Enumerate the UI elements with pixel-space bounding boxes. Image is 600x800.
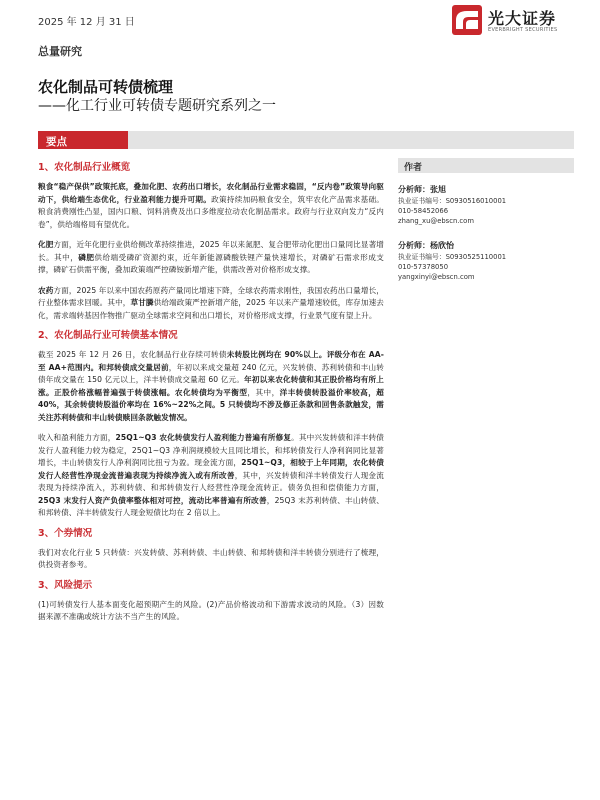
overview-p1-text: 政策持续加码粮食安全，筑牢农化产品需求基础。粮食消费刚性凸显，国内口粮、饲料消费及出口多维度拉动农化制品需求。政府与行业双向发力“反内卷”，供给端格局有望优化。 <box>38 194 385 229</box>
brand-logo <box>452 3 572 39</box>
analyst-phone: 010-57378050 <box>398 263 449 271</box>
overview-p3-bold-2: 草甘膦 <box>130 298 154 307</box>
authors-sidebar <box>398 158 574 282</box>
section-heading-risk: 3、风险提示 <box>38 579 93 591</box>
overview-paragraph-2 <box>38 239 384 277</box>
cb-p1-text-2: ，年初以来成交量超 240 亿元，兴发转债、苏利转债和丰山转债年成交量在 150 亿元以上，洋丰转债成交量超 60 亿元。 <box>38 362 384 384</box>
cb-p1-bold-2: 年初以来农化转债和其正股价格均有所上涨。 <box>38 375 384 397</box>
logo-en-text: EVERBRIGHT SECURITIES <box>488 27 558 33</box>
overview-paragraph-3 <box>38 285 384 323</box>
overview-p1-bold: 粮食“稳产保供”政策托底，叠加化肥、农药出口增长，农化制品行业需求稳固，“反内卷”政策导向驱动下，供给端生态优化，行业盈利能力提升可期。 <box>38 182 384 204</box>
cb-p1-bold-3: 正股价格涨幅普遍强于转债涨幅。农化转债均为平衡型 <box>54 387 248 397</box>
cb-p1-bold-4: 洋丰转债转股溢价率较高，超 40%，其余转债转股溢价率均在 16%~22%之间。5 只转债均不涉及修正条款和回售条款触发，需关注苏利转债和丰山转债赎回条款触发情况。 <box>38 387 384 422</box>
cb-p2-bold-2: 25Q1~Q3，相较于上年同期，农化转债发行人经营性净现金流普遍表现为持续净流入或有所改善 <box>38 458 384 480</box>
section-heading-convertibles: 2、农化制品行业可转债基本情况 <box>38 330 178 341</box>
overview-p3-text-2: 供给端政策严控新增产能，2025 年以来产量增速较低，库存加速去化，需求端转基因作物推广驱动全球需求空间和出口增长，对价格形成支撑，行业景气度有望上升。 <box>38 298 384 320</box>
cb-p2-bold-1: 25Q1~Q3 农化转债发行人盈利能力普遍有所修复 <box>115 433 292 442</box>
cb-p1-text-1: 截至 2025 年 12 月 26 日，农化制品行业存续可转债 <box>38 350 227 359</box>
overview-p3-text-1: 方面，2025 年以来中国农药原药产量同比增速下降，全球农药需求刚性，我国农药出口量增长，行业整体需求回暖。其中， <box>38 285 385 307</box>
authors-label: 作者 <box>404 163 423 173</box>
report-category: 总量研究 <box>38 45 82 58</box>
individual-bonds-paragraph: 我们对农化行业 5 只转债：兴发转债、苏利转债、丰山转债、和邦转债和洋丰转债分别进行了梳理，供投资者参考。 <box>38 547 384 569</box>
cb-p2-bold-3: 25Q3 末发行人资产负债率整体相对可控，流动比率普遍有所改善 <box>38 495 267 505</box>
cb-p1-bold-1: 未转股比例均在 90%以上。评级分布在 AA-至 AA+范围内。和邦转债成交量居前 <box>38 350 384 372</box>
cb-p2-text-3: ，其中，兴发转债和洋丰转债发行人现金流表现为持续净流入，苏利转债、和邦转债发行人经营性净现金流转正。债务负担和偿债能力方面， <box>38 470 384 492</box>
report-subtitle: ——化工行业可转债专题研究系列之一 <box>38 98 276 114</box>
overview-paragraph-1 <box>38 181 384 231</box>
authors-band <box>398 158 574 173</box>
analyst-email[interactable]: zhang_xu@ebscn.com <box>398 217 474 225</box>
section-heading-overview: 1、农化制品行业概览 <box>38 162 131 173</box>
analyst-name: 分析师：张旭 <box>398 185 446 194</box>
report-date: 2025 年 12 月 31 日 <box>38 17 135 28</box>
overview-p2-bold-2: 磷肥 <box>78 252 95 262</box>
summary-label: 要点 <box>46 136 67 148</box>
main-content <box>38 162 384 632</box>
summary-tab <box>38 131 128 149</box>
logo-text: 光大证券 <box>488 9 557 28</box>
report-title: 农化制品可转债梳理 <box>38 78 174 96</box>
risk-paragraph: (1)可转债发行人基本面变化超预期产生的风险。(2)产品价格波动和下游需求波动的风险。（3）因数据来源不准确或统计方法不当产生的风险。 <box>38 599 384 621</box>
section-heading-individual-bonds: 3、个券情况 <box>38 527 93 539</box>
overview-p2-bold-1: 化肥 <box>38 240 54 249</box>
analyst-cert: 执业证书编号：S0930516010001 <box>398 197 507 205</box>
cb-p2-text-1: 收入和盈利能力方面， <box>38 433 116 442</box>
analyst-name: 分析师：杨欣怡 <box>398 241 454 250</box>
analyst-card <box>398 184 574 226</box>
analyst-phone: 010-58452066 <box>398 207 449 215</box>
cb-p2-text-2: 。其中兴发转债和洋丰转债发行人盈利能力较为稳定，25Q1~Q3 净利润规模较大且同比增长，和邦转债发行人净利润同比显著增长，丰山转债发行人净利润同比扭亏为盈。现金流方面， <box>38 433 385 467</box>
analyst-email[interactable]: yangxinyi@ebscn.com <box>398 273 475 281</box>
everbright-logo-icon <box>452 5 482 35</box>
overview-p2-text-1: 方面，近年化肥行业供给侧改革持续推进，2025 年以来氮肥、复合肥带动化肥出口量同比显著增长。其中， <box>38 240 385 262</box>
cb-p1-text-3: ，其中， <box>247 387 280 397</box>
cb-p2-text-4: ，25Q3 末苏利转债、丰山转债、和邦转债、洋丰转债发行人现金短债比均在 2 倍以上。 <box>38 495 384 517</box>
analyst-card <box>398 240 574 282</box>
overview-p2-text-2: 供给端受磷矿资源约束，近年新能源磷酸铁锂产量快速增长，对磷矿石需求形成支撑，磷矿石供需平衡，叠加政策端严控磷铵新增产能，供需改善对价格形成支撑。 <box>38 252 384 274</box>
convertibles-paragraph-1 <box>38 349 384 424</box>
analyst-cert: 执业证书编号：S0930525110001 <box>398 253 507 261</box>
convertibles-paragraph-2 <box>38 432 384 520</box>
summary-band <box>38 131 574 149</box>
overview-p3-bold-1: 农药 <box>38 285 54 295</box>
